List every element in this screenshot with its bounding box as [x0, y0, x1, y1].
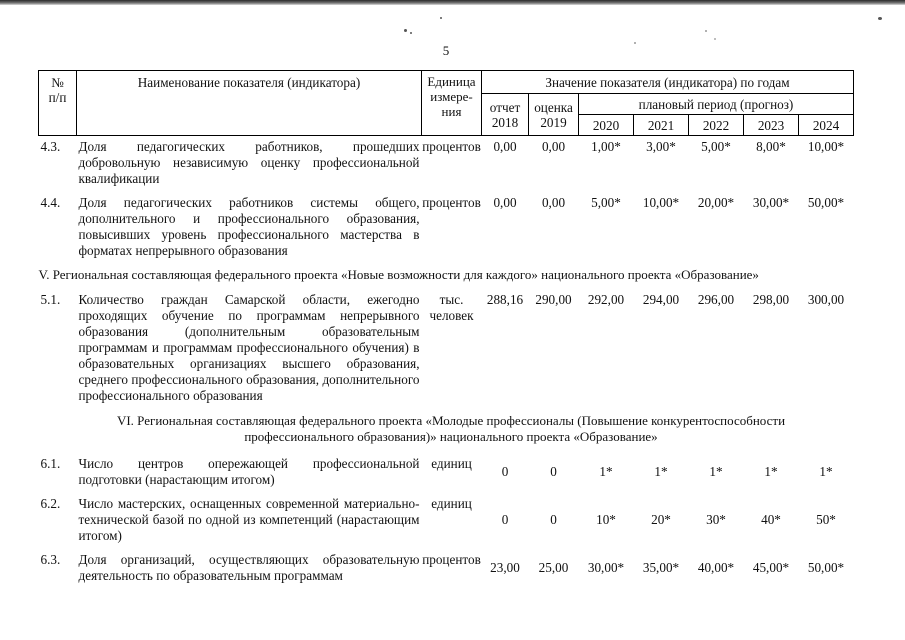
table-row [39, 549, 854, 586]
row-unit: единиц [431, 496, 472, 511]
row-number: 6.3. [40, 552, 61, 567]
row-value: 0,00 [541, 195, 566, 210]
row-unit: единиц [431, 456, 472, 471]
row-value: 40* [761, 512, 781, 527]
row-value: 1* [709, 464, 723, 479]
row-value: 1* [654, 464, 668, 479]
row-value: 292,00 [587, 292, 625, 307]
row-value: 296,00 [697, 292, 735, 307]
row-value: 23,00 [490, 560, 520, 575]
row-value: 25,00 [538, 560, 569, 575]
row-value: 298,00 [752, 292, 790, 307]
section-heading: V. Региональная составляющая федерального проекта «Новые возможности для каждого» национального проекта «Образование» [38, 267, 759, 282]
row-value: 30,00* [752, 195, 790, 210]
row-name: Доля педагогических работников системы общего, дополнительного и профессионального образования, повысивших уровень профессионального мастерства в форматах непрерывного образования [78, 195, 420, 258]
indicator-table [38, 70, 854, 586]
row-value: 20,00* [697, 195, 735, 210]
row-value: 20* [651, 512, 671, 527]
header-year: 2023 [744, 115, 799, 136]
row-unit: процентов [422, 552, 481, 567]
row-value: 30* [706, 512, 726, 527]
row-value: 50,00* [807, 560, 845, 575]
row-value: 10,00* [807, 139, 845, 154]
section-heading-row [39, 409, 854, 453]
scan-speck [714, 38, 716, 40]
row-value: 290,00 [535, 292, 572, 307]
row-name: Число мастерских, оснащенных современной материально-технической базой по одной из компетенций (нарастающим итогом) [78, 496, 420, 543]
page-number: 5 [442, 43, 450, 58]
row-unit: процентов [422, 195, 481, 210]
row-value: 1* [764, 464, 778, 479]
row-value: 8,00* [756, 139, 786, 154]
table-row [39, 289, 854, 409]
header-year: 2022 [689, 115, 744, 136]
scan-edge [0, 0, 905, 5]
row-unit: тыс. человек [429, 292, 474, 323]
row-value: 5,00* [701, 139, 731, 154]
row-value: 0 [501, 464, 509, 479]
row-value: 10* [596, 512, 616, 527]
section-heading-row [39, 264, 854, 289]
header-year: 2020 [579, 115, 634, 136]
header-no: № п/п [39, 71, 77, 136]
row-value: 0,00 [493, 195, 517, 210]
row-value: 0 [501, 512, 509, 527]
row-number: 6.2. [40, 496, 61, 511]
header-name: Наименование показателя (индикатора) [77, 71, 422, 136]
row-value: 0,00 [541, 139, 566, 154]
row-value: 3,00* [646, 139, 676, 154]
row-number: 4.3. [40, 139, 61, 154]
scan-speck [440, 17, 442, 19]
header-report: отчет 2018 [482, 94, 529, 136]
row-value: 45,00* [752, 560, 790, 575]
scan-speck [410, 32, 412, 34]
row-value: 5,00* [591, 195, 621, 210]
row-value: 294,00 [642, 292, 680, 307]
header-plan-period: плановый период (прогноз) [579, 94, 854, 115]
row-value: 40,00* [697, 560, 735, 575]
row-value: 288,16 [486, 292, 524, 307]
row-value: 30,00* [587, 560, 625, 575]
scan-speck [878, 17, 882, 20]
scan-speck [705, 30, 707, 32]
header-year: 2021 [634, 115, 689, 136]
row-value: 50* [816, 512, 836, 527]
row-number: 5.1. [40, 292, 61, 307]
scan-speck [404, 29, 407, 32]
row-name: Количество граждан Самарской области, ежегодно проходящих обучение по программам непрерывного образования (дополнительным образовательным программам и программам профессионального обучения) в образовательных организациях высшего образования, среднего профессионального образования, дополнительного профессионального образования [78, 292, 420, 403]
row-value: 0,00 [493, 139, 517, 154]
scan-speck [634, 42, 636, 44]
table-row [39, 453, 854, 493]
row-number: 6.1. [40, 456, 61, 471]
row-number: 4.4. [40, 195, 61, 210]
row-name: Число центров опережающей профессиональной подготовки (нарастающим итогом) [78, 456, 420, 487]
row-value: 1* [819, 464, 833, 479]
row-value: 50,00* [807, 195, 845, 210]
table-row [39, 192, 854, 264]
row-value: 300,00 [807, 292, 845, 307]
row-value: 0 [550, 464, 557, 479]
section-heading: VI. Региональная составляющая федерального проекта «Молодые профессионалы (Повышение конкурентоспособности профессионального образования)» национального проекта «Образование» [116, 413, 786, 444]
header-values-group: Значение показателя (индикатора) по годам [482, 71, 854, 94]
row-value: 35,00* [642, 560, 680, 575]
table-row [39, 136, 854, 193]
table-row [39, 493, 854, 549]
header-unit: Единица измере-ния [422, 71, 482, 136]
header-estimate: оценка 2019 [529, 94, 579, 136]
table-header [39, 71, 854, 136]
row-value: 10,00* [642, 195, 680, 210]
row-name: Доля организаций, осуществляющих образовательную деятельность по образовательным программам [78, 552, 420, 583]
row-value: 1* [599, 464, 613, 479]
row-name: Доля педагогических работников, прошедших добровольную независимую оценку профессиональной квалификации [78, 139, 420, 186]
row-unit: процентов [422, 139, 481, 154]
row-value: 0 [550, 512, 557, 527]
header-year: 2024 [799, 115, 854, 136]
row-value: 1,00* [591, 139, 621, 154]
